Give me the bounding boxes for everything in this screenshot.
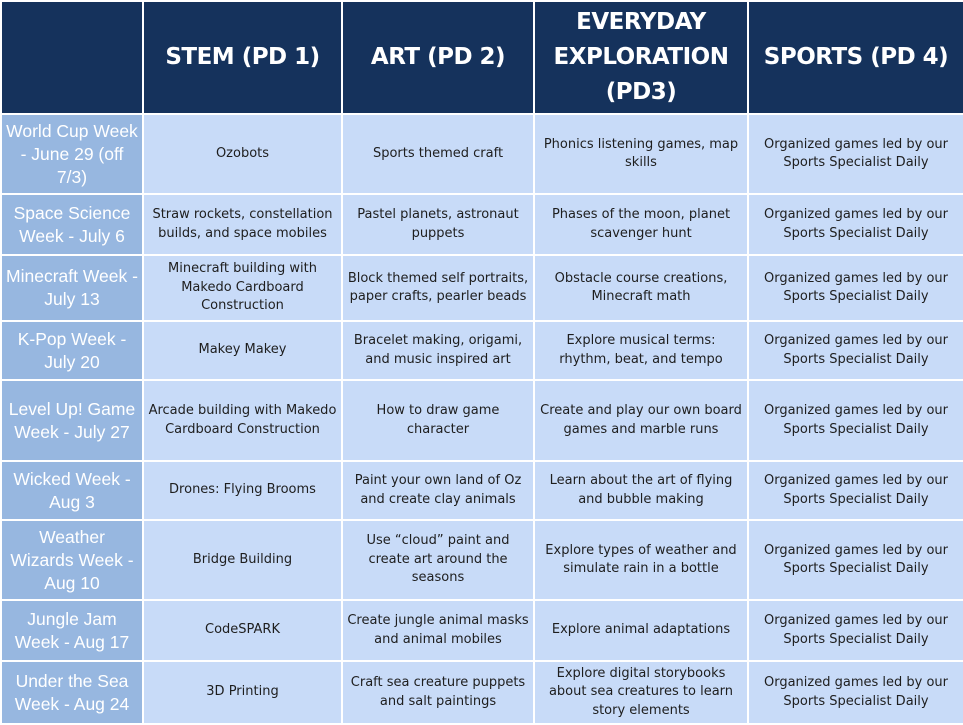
table-header <box>1 1 963 114</box>
week-label: Weather Wizards Week - Aug 10 <box>1 520 143 600</box>
sports-cell: Organized games led by our Sports Specialist Daily <box>748 321 963 380</box>
sports-cell: Organized games led by our Sports Specialist Daily <box>748 600 963 661</box>
sports-cell: Organized games led by our Sports Specialist Daily <box>748 114 963 194</box>
table-row <box>1 194 963 255</box>
stem-cell: Ozobots <box>143 114 342 194</box>
exploration-cell: Learn about the art of flying and bubble making <box>534 461 748 520</box>
header-everyday-exploration: EVERYDAY EXPLORATION (PD3) <box>534 1 748 114</box>
week-label: Under the Sea Week - Aug 24 <box>1 661 143 724</box>
art-cell: How to draw game character <box>342 380 534 461</box>
art-cell: Sports themed craft <box>342 114 534 194</box>
stem-cell: Bridge Building <box>143 520 342 600</box>
exploration-cell: Phonics listening games, map skills <box>534 114 748 194</box>
header-corner-cell <box>1 1 143 114</box>
exploration-cell: Create and play our own board games and marble runs <box>534 380 748 461</box>
table-row <box>1 661 963 724</box>
stem-cell: Makey Makey <box>143 321 342 380</box>
exploration-cell: Phases of the moon, planet scavenger hunt <box>534 194 748 255</box>
week-label: World Cup Week - June 29 (off 7/3) <box>1 114 143 194</box>
exploration-cell: Explore types of weather and simulate rain in a bottle <box>534 520 748 600</box>
table-row <box>1 321 963 380</box>
week-label: Jungle Jam Week - Aug 17 <box>1 600 143 661</box>
table-row <box>1 255 963 321</box>
week-label: Level Up! Game Week - July 27 <box>1 380 143 461</box>
week-label: Space Science Week - July 6 <box>1 194 143 255</box>
art-cell: Bracelet making, origami, and music inspired art <box>342 321 534 380</box>
stem-cell: Straw rockets, constellation builds, and space mobiles <box>143 194 342 255</box>
header-art: ART (PD 2) <box>342 1 534 114</box>
sports-cell: Organized games led by our Sports Specialist Daily <box>748 255 963 321</box>
exploration-cell: Obstacle course creations, Minecraft math <box>534 255 748 321</box>
header-sports: SPORTS (PD 4) <box>748 1 963 114</box>
table-row <box>1 461 963 520</box>
table-row <box>1 520 963 600</box>
week-label: Minecraft Week - July 13 <box>1 255 143 321</box>
table-body <box>1 114 963 724</box>
table-row <box>1 114 963 194</box>
week-label: K-Pop Week - July 20 <box>1 321 143 380</box>
sports-cell: Organized games led by our Sports Specialist Daily <box>748 380 963 461</box>
table-row <box>1 600 963 661</box>
art-cell: Craft sea creature puppets and salt paintings <box>342 661 534 724</box>
art-cell: Create jungle animal masks and animal mobiles <box>342 600 534 661</box>
sports-cell: Organized games led by our Sports Specialist Daily <box>748 461 963 520</box>
art-cell: Block themed self portraits, paper crafts, pearler beads <box>342 255 534 321</box>
exploration-cell: Explore digital storybooks about sea creatures to learn story elements <box>534 661 748 724</box>
art-cell: Paint your own land of Oz and create clay animals <box>342 461 534 520</box>
sports-cell: Organized games led by our Sports Specialist Daily <box>748 520 963 600</box>
art-cell: Pastel planets, astronaut puppets <box>342 194 534 255</box>
exploration-cell: Explore animal adaptations <box>534 600 748 661</box>
header-stem: STEM (PD 1) <box>143 1 342 114</box>
stem-cell: 3D Printing <box>143 661 342 724</box>
week-label: Wicked Week - Aug 3 <box>1 461 143 520</box>
table-row <box>1 380 963 461</box>
sports-cell: Organized games led by our Sports Specialist Daily <box>748 194 963 255</box>
stem-cell: CodeSPARK <box>143 600 342 661</box>
stem-cell: Minecraft building with Makedo Cardboard Construction <box>143 255 342 321</box>
art-cell: Use “cloud” paint and create art around the seasons <box>342 520 534 600</box>
stem-cell: Arcade building with Makedo Cardboard Construction <box>143 380 342 461</box>
sports-cell: Organized games led by our Sports Specialist Daily <box>748 661 963 724</box>
stem-cell: Drones: Flying Brooms <box>143 461 342 520</box>
exploration-cell: Explore musical terms: rhythm, beat, and tempo <box>534 321 748 380</box>
